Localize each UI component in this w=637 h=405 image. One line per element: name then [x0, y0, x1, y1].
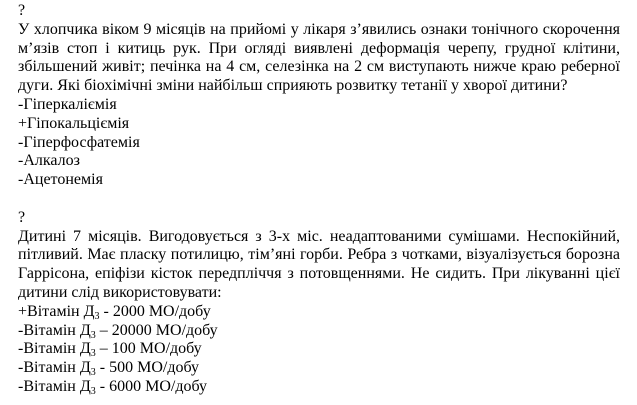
- question-2: [18, 209, 620, 397]
- answer-option: [18, 171, 620, 190]
- answer-option: [18, 96, 620, 115]
- option-label: Гіперкаліємія: [23, 95, 117, 113]
- option-dose: - 500 МО/добу: [95, 359, 200, 377]
- option-prefix: -: [18, 377, 24, 395]
- option-prefix: -: [18, 359, 24, 377]
- answer-option-correct: [18, 115, 620, 134]
- option-label: Гіпокальціємія: [27, 114, 130, 132]
- option-name: Вітамін Д: [23, 359, 91, 377]
- option-prefix: -: [18, 95, 24, 113]
- answer-option: [18, 378, 620, 397]
- question-text: Дитині 7 місяців. Вигодовується з 3-х міс. неадаптованими сумішами. Неспокійний, пітливий. Має пласку потилицю, тім’яні горби. Ребра з чотками, візуалізується борозна Гаррісона, епіфізи кісток передпліччя з потовщеннями. Не сидить. При лікуванні цієї дитини слід використовувати:: [18, 227, 620, 301]
- document-page: [18, 2, 620, 397]
- option-name: Вітамін Д: [23, 340, 91, 358]
- option-subscript: 3: [94, 310, 100, 322]
- option-name: Вітамін Д: [23, 377, 91, 395]
- answer-option: [18, 134, 620, 153]
- option-prefix: +: [18, 114, 28, 132]
- option-label: Ацетонемія: [23, 171, 103, 189]
- question-marker: ?: [18, 208, 26, 226]
- option-prefix: -: [18, 152, 24, 170]
- blank-line: [18, 190, 620, 209]
- answer-option: [18, 359, 620, 378]
- option-prefix: -: [18, 340, 24, 358]
- answer-option: [18, 152, 620, 171]
- option-prefix: -: [18, 171, 24, 189]
- option-name: Вітамін Д: [27, 302, 95, 320]
- option-prefix: +: [18, 302, 28, 320]
- option-dose: - 6000 МО/добу: [95, 377, 208, 395]
- question-marker: ?: [18, 2, 26, 19]
- option-dose: – 100 МО/добу: [95, 340, 202, 358]
- answer-option: [18, 340, 620, 359]
- option-name: Вітамін Д: [23, 321, 91, 339]
- option-prefix: -: [18, 133, 24, 151]
- question-text: У хлопчика віком 9 місяців на прийомі у лікаря з’явились ознаки тонічного скорочення м’язів стоп і китиць рук. При огляді виявлені деформація черепу, грудної клітини, збільшений живіт; печінка на 4 см, селезінка на 2 см виступають нижче краю реберної дуги. Які біохімічні зміни найбільш сприяють розвитку тетанії у хворої дитини?: [18, 20, 620, 95]
- option-subscript: 3: [90, 348, 96, 360]
- option-dose: – 20000 МО/добу: [95, 321, 218, 339]
- question-1: [18, 2, 620, 190]
- option-dose: - 2000 МО/добу: [99, 302, 211, 320]
- option-label: Гіперфосфатемія: [23, 133, 140, 151]
- answer-option-correct: [18, 303, 620, 322]
- answer-option: [18, 322, 620, 341]
- option-subscript: 3: [90, 367, 96, 379]
- option-label: Алкалоз: [23, 152, 80, 170]
- option-subscript: 3: [90, 385, 96, 397]
- option-prefix: -: [18, 321, 24, 339]
- option-subscript: 3: [90, 329, 96, 341]
